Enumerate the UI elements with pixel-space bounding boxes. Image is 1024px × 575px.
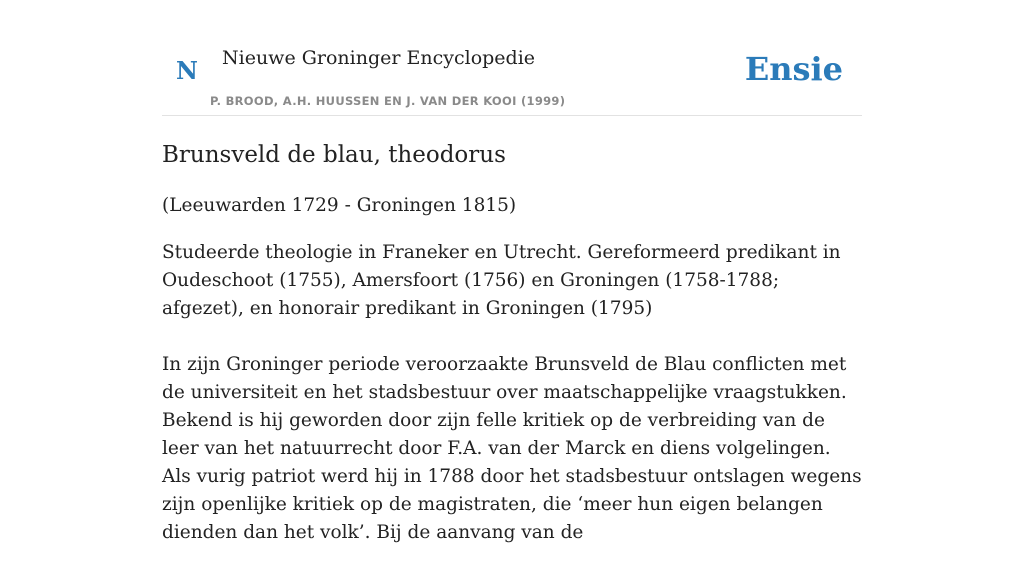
ensie-brand-logo[interactable]: Ensie xyxy=(744,50,843,88)
encyclopedia-logo[interactable]: N xyxy=(176,56,198,85)
entry-title: Brunsveld de blau, theodorus xyxy=(162,142,506,168)
entry-body xyxy=(162,239,862,575)
book-title-link[interactable]: Nieuwe Groninger Encyclopedie xyxy=(222,47,536,69)
entry-paragraph: In zijn Groninger periode veroorzaakte Brunsveld de Blau conflicten met de universiteit en het stadsbestuur over maatschappelijke vraagstukken. Bekend is hij geworden door zijn felle kritiek op de verbreiding van de leer van het natuurrecht door F.A. van der Marck en diens volgelingen. Als vurig patriot werd hij in 1788 door het stadsbestuur ontslagen wegens zijn openlijke kritiek op de magistraten, die ‘meer hun eigen belangen dienden dan het volk’. Bij de aanvang van de xyxy=(162,354,862,543)
entry-lifespan: (Leeuwarden 1729 - Groningen 1815) xyxy=(162,195,517,216)
page xyxy=(162,0,862,543)
book-authors: P. BROOD, A.H. HUUSSEN EN J. VAN DER KOOI (1999) xyxy=(210,94,566,108)
site-header xyxy=(162,0,862,116)
entry-paragraph: Studeerde theologie in Franeker en Utrecht. Gereformeerd predikant in Oudeschoot (1755), Amersfoort (1756) en Groningen (1758-1788; afgezet), en honorair predikant in Groningen (1795) xyxy=(162,242,841,319)
